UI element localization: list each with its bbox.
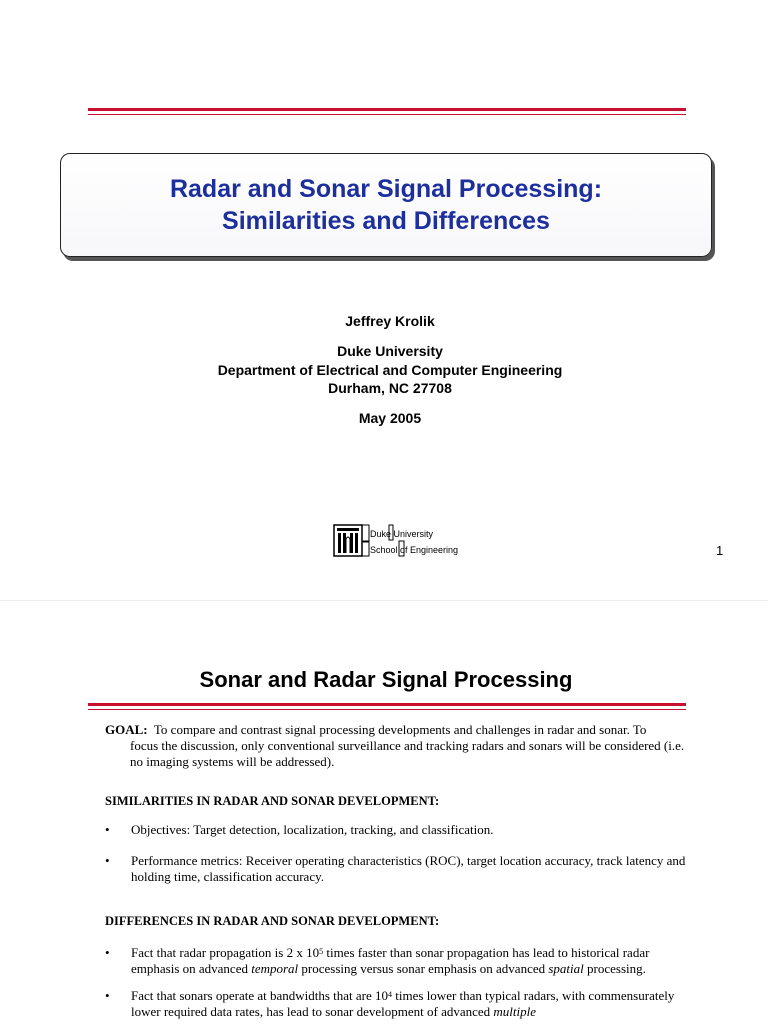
author-name: Jeffrey Krolik bbox=[345, 313, 435, 329]
similarity-item-2: Performance metrics: Receiver operating characteristics (ROC), target location accuracy, track latency and holding time, classification accuracy. bbox=[131, 853, 686, 884]
page-number: 1 bbox=[716, 543, 724, 558]
slide-title-line2: Similarities and Differences bbox=[222, 207, 550, 235]
slide-title-line1: Radar and Sonar Signal Processing: bbox=[169, 175, 603, 203]
department-name: Department of Electrical and Computer Engineering bbox=[217, 362, 563, 378]
goal-label: GOAL: bbox=[105, 722, 148, 737]
bullet-icon: • bbox=[105, 945, 110, 960]
page-divider bbox=[0, 600, 768, 601]
slide2-heading: Sonar and Radar Signal Processing bbox=[199, 667, 573, 692]
similarities-heading: SIMILARITIES IN RADAR AND SONAR DEVELOPMENT: bbox=[105, 794, 440, 808]
goal-paragraph bbox=[105, 722, 685, 770]
bullet-icon: • bbox=[105, 822, 110, 837]
logo-text-line2: School of Engineering bbox=[370, 545, 459, 555]
date: May 2005 bbox=[358, 410, 422, 426]
goal-line1: To compare and contrast signal processing developments and challenges in radar and sonar. To bbox=[153, 722, 647, 737]
bullet-icon: • bbox=[105, 853, 110, 868]
location: Durham, NC 27708 bbox=[328, 380, 452, 396]
difference-item-2: Fact that sonars operate at bandwidths that are $10^4$ times lower than typical radars, with commensurately lower required data rates, has lead to sonar development of advanced multiple bbox=[131, 988, 675, 1019]
difference-item-1: Fact that radar propagation is 2 x $10^5$ times faster than sonar propagation has lead to historical radar emphasis on advanced temporal processing versus sonar emphasis on advanced spatial processing. bbox=[131, 945, 650, 976]
goal-rest: focus the discussion, only conventional surveillance and tracking radars and sonars will be considered (i.e. no imaging systems will be addressed). bbox=[130, 738, 685, 769]
bullet-icon: • bbox=[105, 988, 110, 1003]
slide2-red-rule bbox=[88, 703, 686, 710]
logo-text-line1: Duke University bbox=[370, 529, 434, 539]
similarity-item-1: Objectives: Target detection, localization, tracking, and classification. bbox=[131, 822, 494, 837]
differences-heading: DIFFERENCES IN RADAR AND SONAR DEVELOPMENT: bbox=[105, 914, 440, 928]
title-box bbox=[60, 153, 712, 257]
top-red-rule bbox=[88, 108, 686, 115]
duke-chapel-logo-icon bbox=[333, 523, 459, 559]
university-name: Duke University bbox=[337, 343, 443, 359]
